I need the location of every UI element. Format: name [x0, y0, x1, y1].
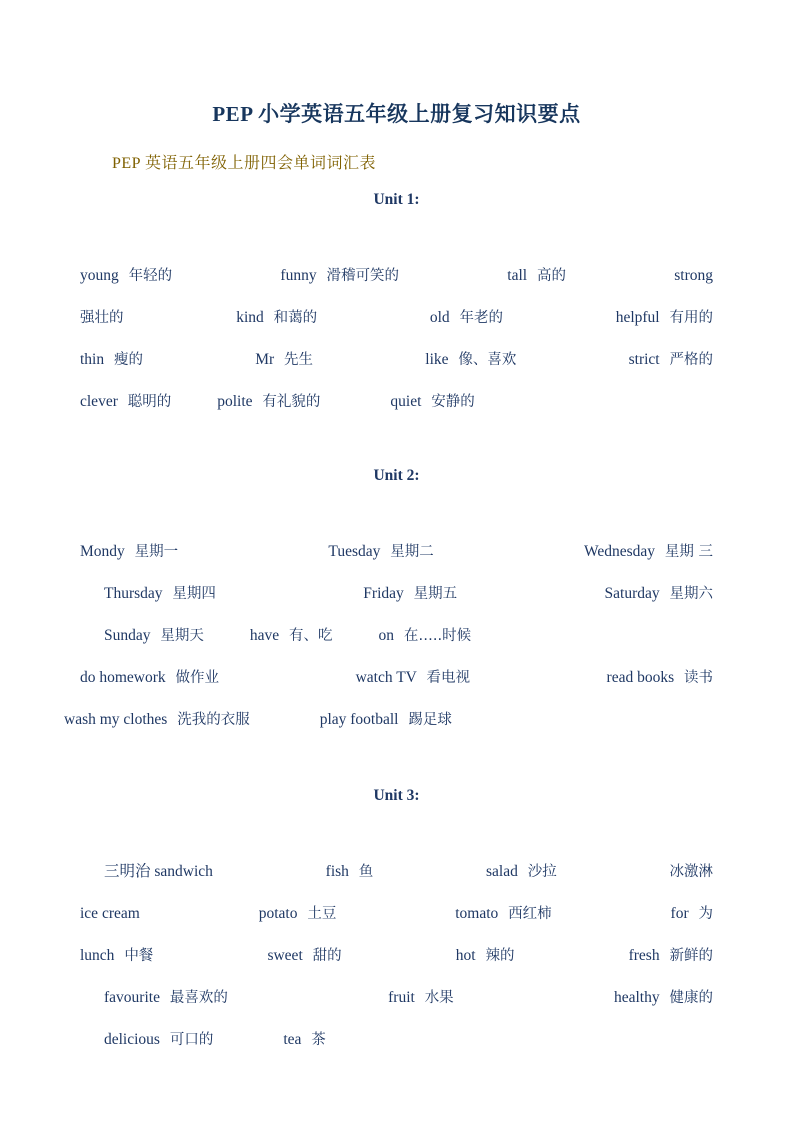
word-cn: 可口的 [169, 1032, 214, 1048]
word-cn: 健康的 [669, 990, 713, 1006]
word-entry [507, 255, 566, 297]
word-en: read books [606, 669, 675, 686]
word-en: sweet [267, 947, 303, 964]
word-cn: 鱼 [358, 864, 374, 880]
word-entry [280, 255, 399, 297]
word-cn: 强壮的 [80, 310, 124, 326]
word-entry [390, 381, 474, 423]
word-entry [259, 893, 337, 935]
word-en: Saturday [604, 585, 660, 602]
word-entry [629, 339, 713, 381]
word-en: Tuesday [328, 543, 381, 560]
word-cn: 茶 [311, 1032, 326, 1048]
word-cn: 严格的 [669, 352, 713, 368]
word-cn: 读书 [684, 670, 713, 686]
word-row [64, 935, 729, 977]
word-cn: 星期一 [134, 544, 179, 560]
word-en: Thursday [104, 585, 163, 602]
word-entry [267, 935, 341, 977]
word-en: quiet [390, 393, 422, 410]
word-en: ice cream [80, 905, 140, 922]
word-cn: 聪明的 [127, 394, 172, 410]
word-cn: 星期五 [413, 586, 458, 602]
word-row [64, 657, 729, 699]
word-row [64, 699, 729, 741]
unit-3-word-list [64, 851, 729, 1061]
word-cn: 中餐 [124, 948, 154, 964]
word-cn: 水果 [424, 990, 454, 1006]
word-entry [80, 381, 171, 423]
word-entry [80, 657, 219, 699]
word-cn: 高的 [536, 268, 566, 284]
word-cn: 有、吃 [289, 628, 333, 644]
word-entry [320, 699, 452, 741]
word-cn: 甜的 [312, 948, 342, 964]
word-row [64, 531, 729, 573]
word-en: polite [217, 393, 253, 410]
word-cn: 星期四 [172, 586, 216, 602]
word-cn: 做作业 [175, 670, 220, 686]
word-en: for [670, 905, 689, 922]
word-entry [250, 615, 333, 657]
word-en: tea [283, 1031, 302, 1048]
word-cn: 瘦的 [114, 352, 143, 368]
unit-1-word-list [64, 255, 729, 423]
word-en: do homework [80, 669, 166, 686]
word-entry [283, 1019, 325, 1061]
word-en: helpful [615, 309, 660, 326]
word-en: young [80, 267, 119, 284]
word-entry [64, 699, 250, 741]
word-entry [456, 935, 515, 977]
word-row [64, 851, 729, 893]
word-en: thin [80, 351, 105, 368]
word-row [64, 615, 729, 657]
word-row [64, 339, 729, 381]
unit-heading-3: Unit 3: [373, 787, 420, 804]
word-cn: 星期六 [669, 586, 713, 602]
word-en: fish [325, 863, 349, 880]
word-entry [455, 893, 551, 935]
word-row [64, 297, 729, 339]
document-subtitle: PEP 英语五年级上册四会单词词汇表 [112, 155, 376, 172]
word-en: favourite [104, 989, 160, 1006]
word-en: tomato [455, 905, 499, 922]
word-entry [584, 531, 713, 573]
word-en: Sunday [104, 627, 151, 644]
word-entry [80, 893, 140, 935]
word-en: wash my clothes [64, 711, 168, 728]
word-en: strict [628, 351, 660, 368]
word-cn: 为 [698, 906, 713, 922]
word-entry [486, 851, 557, 893]
word-cn: 看电视 [426, 670, 470, 686]
word-cn: 最喜欢的 [169, 990, 228, 1006]
word-entry [80, 935, 153, 977]
word-entry [80, 297, 124, 339]
word-en: old [429, 309, 450, 326]
word-cn: 辣的 [485, 948, 515, 964]
word-entry [671, 893, 713, 935]
word-en: funny [280, 267, 317, 284]
word-entry [326, 851, 374, 893]
word-row [64, 255, 729, 297]
word-en: Friday [363, 585, 404, 602]
word-cn: 新鲜的 [669, 948, 713, 964]
word-entry [104, 851, 213, 893]
word-cn: 先生 [284, 352, 314, 368]
word-en: Mr [255, 351, 275, 368]
word-entry [379, 615, 472, 657]
word-entry [616, 297, 713, 339]
word-cn: 西红柿 [508, 906, 552, 922]
word-entry [80, 339, 143, 381]
unit-2-word-list [64, 531, 729, 741]
word-en: on [378, 627, 395, 644]
word-entry [80, 531, 178, 573]
word-row [64, 977, 729, 1019]
word-entry [104, 573, 216, 615]
word-row [64, 381, 729, 423]
word-entry [669, 851, 713, 893]
word-en: 三明治 sandwich [104, 863, 213, 880]
word-en: strong [674, 267, 713, 284]
word-en: like [425, 351, 449, 368]
word-entry [430, 297, 503, 339]
word-entry [629, 935, 713, 977]
word-en: healthy [613, 989, 660, 1006]
word-cn: 有用的 [669, 310, 713, 326]
word-entry [388, 977, 454, 1019]
word-row [64, 573, 729, 615]
word-cn: 有礼貌的 [262, 394, 321, 410]
word-en: Wednesday [583, 543, 656, 560]
word-cn: 安静的 [431, 394, 475, 410]
word-en: watch TV [355, 669, 417, 686]
word-entry [328, 531, 433, 573]
word-cn: 星期二 [390, 544, 434, 560]
unit-heading-1: Unit 1: [373, 191, 420, 208]
word-entry [363, 573, 457, 615]
word-entry [104, 1019, 213, 1061]
word-cn: 年老的 [459, 310, 503, 326]
word-entry [104, 977, 228, 1019]
unit-heading-2: Unit 2: [373, 467, 420, 484]
word-en: fresh [628, 947, 660, 964]
word-en: kind [236, 309, 264, 326]
word-cn: 星期 三 [664, 544, 713, 560]
word-en: Mondy [80, 543, 125, 560]
word-en: hot [455, 947, 476, 964]
word-en: salad [486, 863, 518, 880]
word-en: lunch [80, 947, 115, 964]
word-en: play football [319, 711, 399, 728]
word-entry [605, 573, 713, 615]
word-cn: 星期天 [160, 628, 204, 644]
word-cn: 沙拉 [527, 864, 557, 880]
word-en: potato [258, 905, 298, 922]
word-row [64, 893, 729, 935]
word-cn: 在…..时候 [403, 628, 472, 644]
word-cn: 踢足球 [408, 712, 452, 728]
word-entry [607, 657, 713, 699]
word-en: fruit [388, 989, 415, 1006]
word-cn: 滑稽可笑的 [326, 268, 399, 284]
word-entry [614, 977, 713, 1019]
word-entry [104, 615, 204, 657]
word-entry [674, 255, 713, 297]
word-entry [255, 339, 313, 381]
word-entry [356, 657, 470, 699]
word-row [64, 1019, 729, 1061]
word-en: delicious [104, 1031, 160, 1048]
word-cn: 像、喜欢 [458, 352, 517, 368]
word-entry [236, 297, 317, 339]
word-en: have [249, 627, 280, 644]
word-cn: 冰激淋 [669, 864, 713, 880]
word-cn: 土豆 [307, 906, 337, 922]
word-entry [217, 381, 320, 423]
page-title: PEP 小学英语五年级上册复习知识要点 [212, 102, 581, 126]
word-en: tall [507, 267, 528, 284]
word-cn: 洗我的衣服 [177, 712, 250, 728]
word-entry [425, 339, 516, 381]
word-cn: 和蔼的 [273, 310, 318, 326]
word-entry [80, 255, 172, 297]
word-cn: 年轻的 [128, 268, 173, 284]
word-en: clever [80, 393, 118, 410]
